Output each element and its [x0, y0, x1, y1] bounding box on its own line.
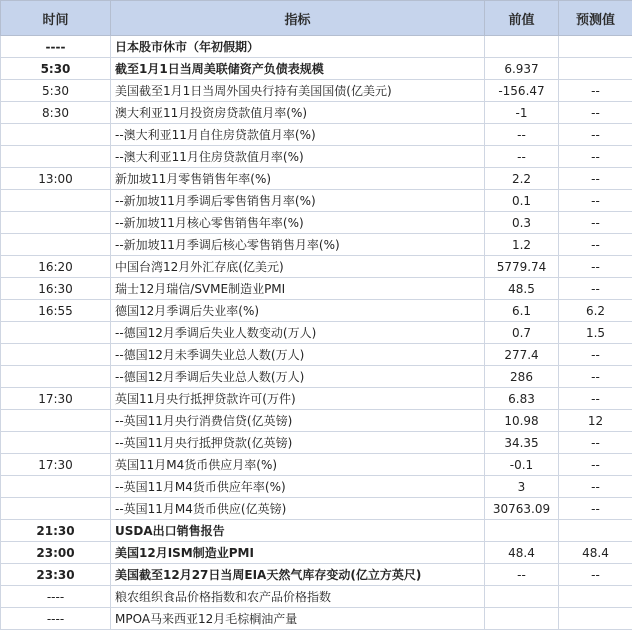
indicator-cell: --新加坡11月季调后核心零售销售月率(%) [111, 234, 485, 256]
prev-value-cell: 30763.09 [485, 498, 559, 520]
time-cell [1, 410, 111, 432]
forecast-value-cell [559, 36, 632, 58]
prev-value-cell: -- [485, 564, 559, 586]
prev-value-cell: -- [485, 146, 559, 168]
table-row [1, 80, 632, 102]
indicator-cell: 美国截至12月27日当周EIA天然气库存变动(亿立方英尺) [111, 564, 485, 586]
indicator-cell: --新加坡11月季调后零售销售月率(%) [111, 190, 485, 212]
indicator-cell: 澳大利亚11月投资房贷款值月率(%) [111, 102, 485, 124]
time-cell [1, 146, 111, 168]
forecast-value-cell: -- [559, 476, 632, 498]
time-cell [1, 498, 111, 520]
table-row [1, 542, 632, 564]
forecast-value-cell: 1.5 [559, 322, 632, 344]
forecast-value-cell: -- [559, 278, 632, 300]
indicator-cell: --澳大利亚11月自住房贷款值月率(%) [111, 124, 485, 146]
table-row [1, 212, 632, 234]
prev-value-cell: 0.3 [485, 212, 559, 234]
table-row [1, 58, 632, 80]
prev-value-cell: 1.2 [485, 234, 559, 256]
table-row [1, 322, 632, 344]
prev-value-cell: 286 [485, 366, 559, 388]
prev-value-cell [485, 586, 559, 608]
time-cell: 8:30 [1, 102, 111, 124]
prev-value-cell [485, 608, 559, 630]
time-cell: 23:00 [1, 542, 111, 564]
forecast-value-cell: -- [559, 80, 632, 102]
time-cell [1, 234, 111, 256]
prev-value-cell: 34.35 [485, 432, 559, 454]
forecast-value-cell: -- [559, 234, 632, 256]
time-cell [1, 344, 111, 366]
time-cell [1, 190, 111, 212]
forecast-value-cell [559, 586, 632, 608]
table-row [1, 498, 632, 520]
table-row [1, 190, 632, 212]
time-cell: 5:30 [1, 58, 111, 80]
prev-value-cell: 6.83 [485, 388, 559, 410]
header-time: 时间 [1, 1, 111, 36]
table-row [1, 102, 632, 124]
forecast-value-cell: -- [559, 124, 632, 146]
indicator-cell: --新加坡11月核心零售销售年率(%) [111, 212, 485, 234]
table-row [1, 124, 632, 146]
indicator-cell: 新加坡11月零售销售年率(%) [111, 168, 485, 190]
forecast-value-cell: -- [559, 564, 632, 586]
forecast-value-cell: -- [559, 366, 632, 388]
indicator-cell: 德国12月季调后失业率(%) [111, 300, 485, 322]
prev-value-cell [485, 36, 559, 58]
table-row [1, 586, 632, 608]
table-row [1, 608, 632, 630]
table-row [1, 432, 632, 454]
forecast-value-cell: 48.4 [559, 542, 632, 564]
time-cell: ---- [1, 586, 111, 608]
table-row [1, 366, 632, 388]
time-cell: ---- [1, 36, 111, 58]
time-cell [1, 322, 111, 344]
forecast-value-cell: -- [559, 212, 632, 234]
table-row [1, 520, 632, 542]
table-row [1, 476, 632, 498]
indicator-cell: MPOA马来西亚12月毛棕榈油产量 [111, 608, 485, 630]
prev-value-cell: -- [485, 124, 559, 146]
table-row [1, 256, 632, 278]
header-prev: 前值 [485, 1, 559, 36]
header-indicator: 指标 [111, 1, 485, 36]
time-cell: 21:30 [1, 520, 111, 542]
time-cell: 17:30 [1, 388, 111, 410]
indicator-cell: --德国12月未季调失业总人数(万人) [111, 344, 485, 366]
prev-value-cell: 0.7 [485, 322, 559, 344]
prev-value-cell: 6.937 [485, 58, 559, 80]
table-row [1, 278, 632, 300]
table-row [1, 168, 632, 190]
forecast-value-cell: -- [559, 454, 632, 476]
prev-value-cell: -1 [485, 102, 559, 124]
prev-value-cell: 48.5 [485, 278, 559, 300]
prev-value-cell: 0.1 [485, 190, 559, 212]
table-row [1, 344, 632, 366]
time-cell: 23:30 [1, 564, 111, 586]
header-forecast: 预测值 [559, 1, 632, 36]
time-cell: 16:20 [1, 256, 111, 278]
forecast-value-cell: -- [559, 146, 632, 168]
time-cell: ---- [1, 608, 111, 630]
time-cell: 13:00 [1, 168, 111, 190]
time-cell [1, 212, 111, 234]
forecast-value-cell: -- [559, 168, 632, 190]
forecast-value-cell: -- [559, 190, 632, 212]
time-cell: 5:30 [1, 80, 111, 102]
table-row [1, 234, 632, 256]
table-row [1, 454, 632, 476]
table-row [1, 300, 632, 322]
prev-value-cell: 3 [485, 476, 559, 498]
forecast-value-cell [559, 58, 632, 80]
forecast-value-cell: -- [559, 344, 632, 366]
prev-value-cell: 10.98 [485, 410, 559, 432]
table-row [1, 410, 632, 432]
prev-value-cell [485, 520, 559, 542]
forecast-value-cell: 6.2 [559, 300, 632, 322]
indicator-cell: 英国11月M4货币供应月率(%) [111, 454, 485, 476]
header-row [1, 1, 632, 36]
time-cell [1, 124, 111, 146]
forecast-value-cell: -- [559, 256, 632, 278]
time-cell [1, 432, 111, 454]
prev-value-cell: 277.4 [485, 344, 559, 366]
forecast-value-cell: 12 [559, 410, 632, 432]
indicator-cell: --英国11月M4货币供应年率(%) [111, 476, 485, 498]
prev-value-cell: 6.1 [485, 300, 559, 322]
indicator-cell: 瑞士12月瑞信/SVME制造业PMI [111, 278, 485, 300]
table-row [1, 36, 632, 58]
prev-value-cell: 48.4 [485, 542, 559, 564]
indicator-cell: 中国台湾12月外汇存底(亿美元) [111, 256, 485, 278]
indicator-cell: --英国11月M4货币供应(亿英镑) [111, 498, 485, 520]
table-row [1, 564, 632, 586]
forecast-value-cell: -- [559, 432, 632, 454]
indicator-cell: --澳大利亚11月住房贷款值月率(%) [111, 146, 485, 168]
indicator-cell: 美国12月ISM制造业PMI [111, 542, 485, 564]
table-row [1, 388, 632, 410]
forecast-value-cell: -- [559, 102, 632, 124]
indicator-cell: --英国11月央行消费信贷(亿英镑) [111, 410, 485, 432]
indicator-cell: 粮农组织食品价格指数和农产品价格指数 [111, 586, 485, 608]
time-cell: 16:55 [1, 300, 111, 322]
time-cell: 16:30 [1, 278, 111, 300]
forecast-value-cell [559, 520, 632, 542]
table-row [1, 146, 632, 168]
time-cell: 17:30 [1, 454, 111, 476]
indicator-cell: --德国12月季调后失业人数变动(万人) [111, 322, 485, 344]
prev-value-cell: 2.2 [485, 168, 559, 190]
prev-value-cell: -156.47 [485, 80, 559, 102]
indicator-cell: USDA出口销售报告 [111, 520, 485, 542]
forecast-value-cell: -- [559, 498, 632, 520]
indicator-cell: 美国截至1月1日当周外国央行持有美国国债(亿美元) [111, 80, 485, 102]
indicator-cell: 截至1月1日当周美联储资产负债表规模 [111, 58, 485, 80]
forecast-value-cell: -- [559, 388, 632, 410]
indicator-cell: 日本股市休市（年初假期） [111, 36, 485, 58]
forecast-value-cell [559, 608, 632, 630]
time-cell [1, 476, 111, 498]
prev-value-cell: -0.1 [485, 454, 559, 476]
indicator-cell: --英国11月央行抵押贷款(亿英镑) [111, 432, 485, 454]
time-cell [1, 366, 111, 388]
prev-value-cell: 5779.74 [485, 256, 559, 278]
indicator-cell: --德国12月季调后失业总人数(万人) [111, 366, 485, 388]
indicator-cell: 英国11月央行抵押贷款许可(万件) [111, 388, 485, 410]
